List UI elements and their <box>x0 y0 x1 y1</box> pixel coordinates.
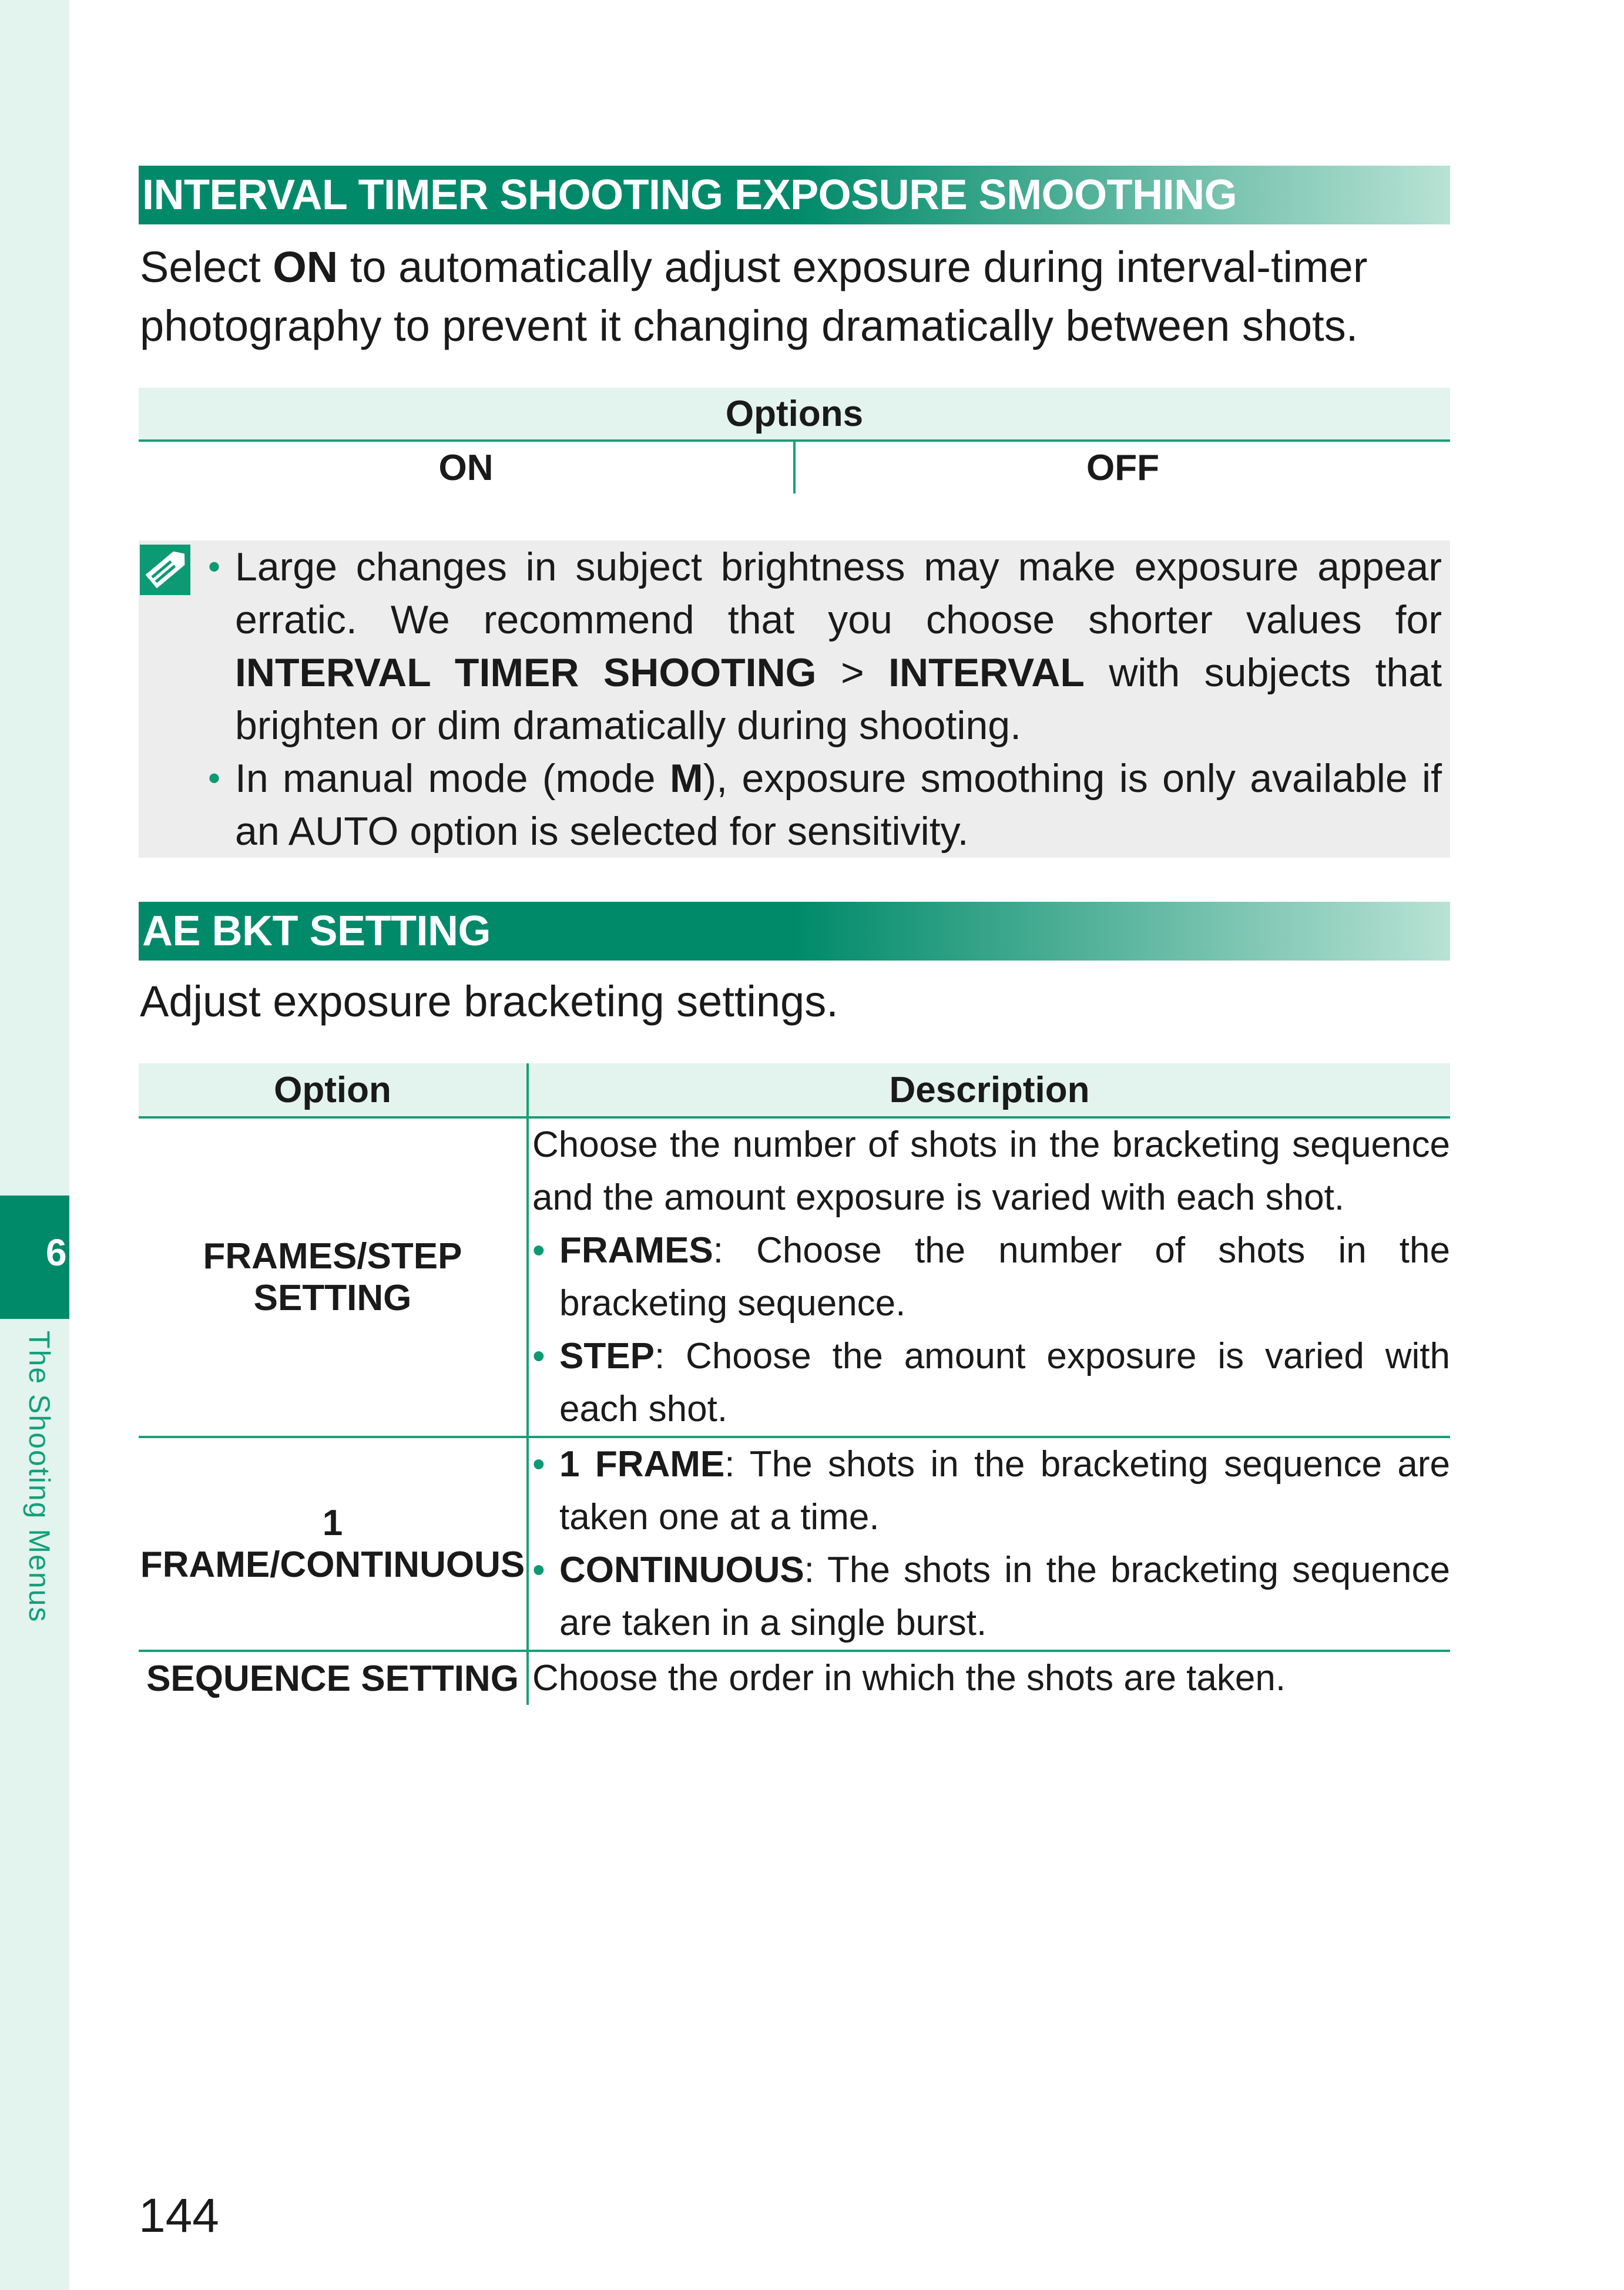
chapter-title: The Shooting Menus <box>23 1331 56 1623</box>
table-row-description: • 1 FRAME: The shots in the bracketing sequence are taken one at a time. • CONTINUOUS: The shots in the bracketing sequence are taken in a single burst. <box>528 1437 1450 1651</box>
table-row-option: 1 FRAME/CONTINUOUS <box>139 1437 528 1651</box>
note-item: • In manual mode (mode M), exposure smoothing is only available if an AUTO option is selected for sensitivity. <box>208 752 1442 858</box>
bullet-icon: • <box>532 1550 545 1590</box>
table-row-option: SEQUENCE SETTING <box>139 1651 528 1705</box>
note-item: • Large changes in subject brightness may make exposure appear erratic. We recommend that you choose shorter values for INTERVAL TIMER SHOOTING > INTERVAL with subjects that brighten or dim dramatically during shooting. <box>208 540 1442 752</box>
chapter-tab <box>0 1196 69 1319</box>
option-on: ON <box>139 441 794 493</box>
section-intro-exposure-smoothing: Select ON to automatically adjust exposure during interval-timer photography to prevent it changing dramatically between shots. <box>140 243 1368 350</box>
column-header-option: Option <box>139 1063 528 1117</box>
table-row-description: Choose the order in which the shots are taken. <box>528 1651 1450 1705</box>
table-row-description: Choose the number of shots in the bracketing sequence and the amount exposure is varied with each shot. • FRAMES: Choose the number of shots in the bracketing sequence. • STEP: Choose the amount exposure is varied with each shot. <box>532 1124 1450 1429</box>
page-number: 144 <box>139 2189 219 2242</box>
note-icon <box>139 543 192 596</box>
table-row-option: FRAMES/STEP SETTING <box>139 1117 528 1437</box>
section-title-exposure-smoothing: INTERVAL TIMER SHOOTING EXPOSURE SMOOTHING <box>139 166 1450 224</box>
bullet-icon: • <box>208 758 221 798</box>
side-strip <box>0 0 69 2290</box>
chapter-number: 6 <box>46 1231 67 1274</box>
ae-bkt-table <box>139 1063 1450 1705</box>
option-off: OFF <box>1086 447 1159 488</box>
bullet-icon: • <box>532 1230 545 1271</box>
section-intro-ae-bkt: Adjust exposure bracketing settings. <box>140 977 838 1026</box>
options-table <box>139 388 1450 493</box>
bullet-icon: • <box>532 1336 545 1376</box>
bullet-icon: • <box>208 547 221 586</box>
section-title-ae-bkt: AE BKT SETTING <box>139 902 1450 961</box>
column-header-description: Description <box>528 1063 1450 1117</box>
note-list <box>208 540 1442 858</box>
options-header: Options <box>139 388 1450 441</box>
note-box <box>139 540 1450 858</box>
bullet-icon: • <box>532 1444 545 1485</box>
